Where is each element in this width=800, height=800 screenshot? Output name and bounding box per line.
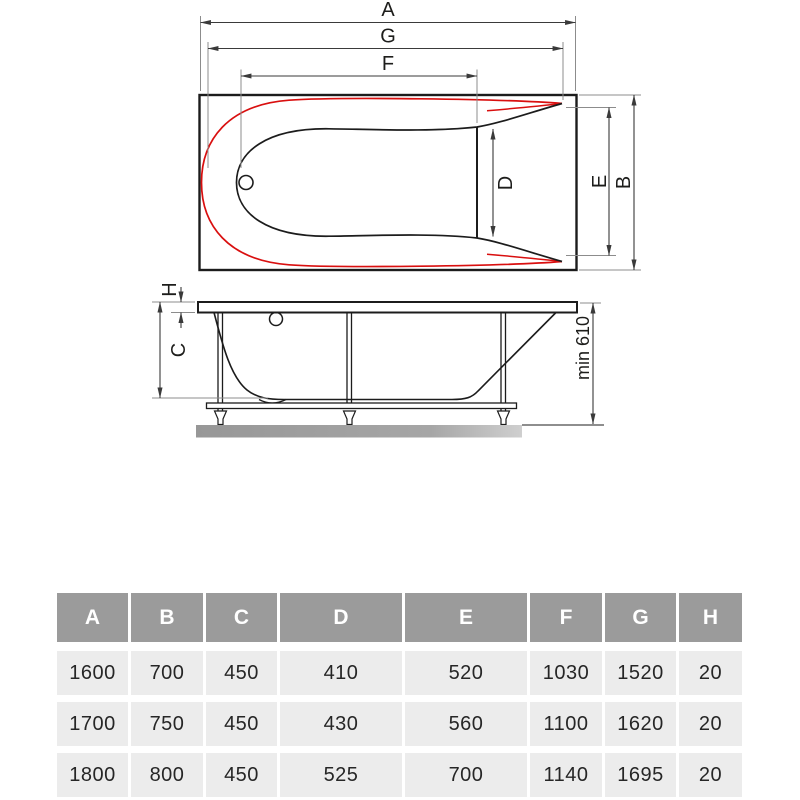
cell-c: 450 (206, 753, 277, 797)
foot-middle (344, 411, 356, 425)
cell-e: 560 (405, 702, 527, 746)
header-cell-f: F (530, 593, 602, 642)
ground-strip (196, 425, 522, 438)
table-row (57, 702, 743, 746)
header-cell-d: D (280, 593, 402, 642)
frame-bar (207, 403, 517, 409)
header-cell-h: H (679, 593, 742, 642)
label-a: A (381, 0, 395, 21)
cell-g: 1520 (605, 651, 676, 695)
header-cell-a: A (57, 593, 128, 642)
cell-f: 1030 (530, 651, 602, 695)
cell-b: 700 (131, 651, 203, 695)
cell-h: 20 (679, 702, 742, 746)
foot-right (498, 411, 510, 425)
overflow-circle (270, 313, 283, 326)
label-f: F (381, 53, 395, 75)
dimension-table (57, 593, 743, 800)
cell-d: 525 (280, 753, 402, 797)
cell-b: 750 (131, 702, 203, 746)
cell-h: 20 (679, 651, 742, 695)
label-d: D (495, 175, 517, 191)
header-cell-e: E (405, 593, 527, 642)
cell-b: 800 (131, 753, 203, 797)
cell-f: 1140 (530, 753, 602, 797)
label-c: C (168, 342, 190, 358)
label-b: B (613, 175, 635, 190)
cell-f: 1100 (530, 702, 602, 746)
label-g: G (380, 25, 396, 48)
header-cell-b: B (131, 593, 203, 642)
cell-g: 1620 (605, 702, 676, 746)
cell-a: 1700 (57, 702, 128, 746)
label-min-height: min 610 (573, 315, 593, 381)
top-view (200, 95, 577, 270)
cell-a: 1800 (57, 753, 128, 797)
cell-h: 20 (679, 753, 742, 797)
cell-d: 410 (280, 651, 402, 695)
cell-e: 520 (405, 651, 527, 695)
cell-g: 1695 (605, 753, 676, 797)
cell-d: 430 (280, 702, 402, 746)
header-cell-g: G (605, 593, 676, 642)
rim-bar (198, 302, 577, 313)
cell-c: 450 (206, 651, 277, 695)
cell-e: 700 (405, 753, 527, 797)
side-view (196, 302, 604, 438)
tub-outer-rect (200, 95, 577, 270)
tub-profile (214, 313, 556, 400)
leg-middle (347, 313, 352, 404)
cell-c: 450 (206, 702, 277, 746)
header-cell-c: C (206, 593, 277, 642)
table-row (57, 651, 743, 695)
dimension-table-header-row (57, 593, 743, 642)
table-row (57, 753, 743, 797)
cell-a: 1600 (57, 651, 128, 695)
leg-right (501, 313, 506, 412)
label-h: H (159, 282, 181, 297)
drain-circle (239, 176, 253, 190)
label-e: E (589, 174, 611, 189)
foot-left (215, 411, 227, 425)
